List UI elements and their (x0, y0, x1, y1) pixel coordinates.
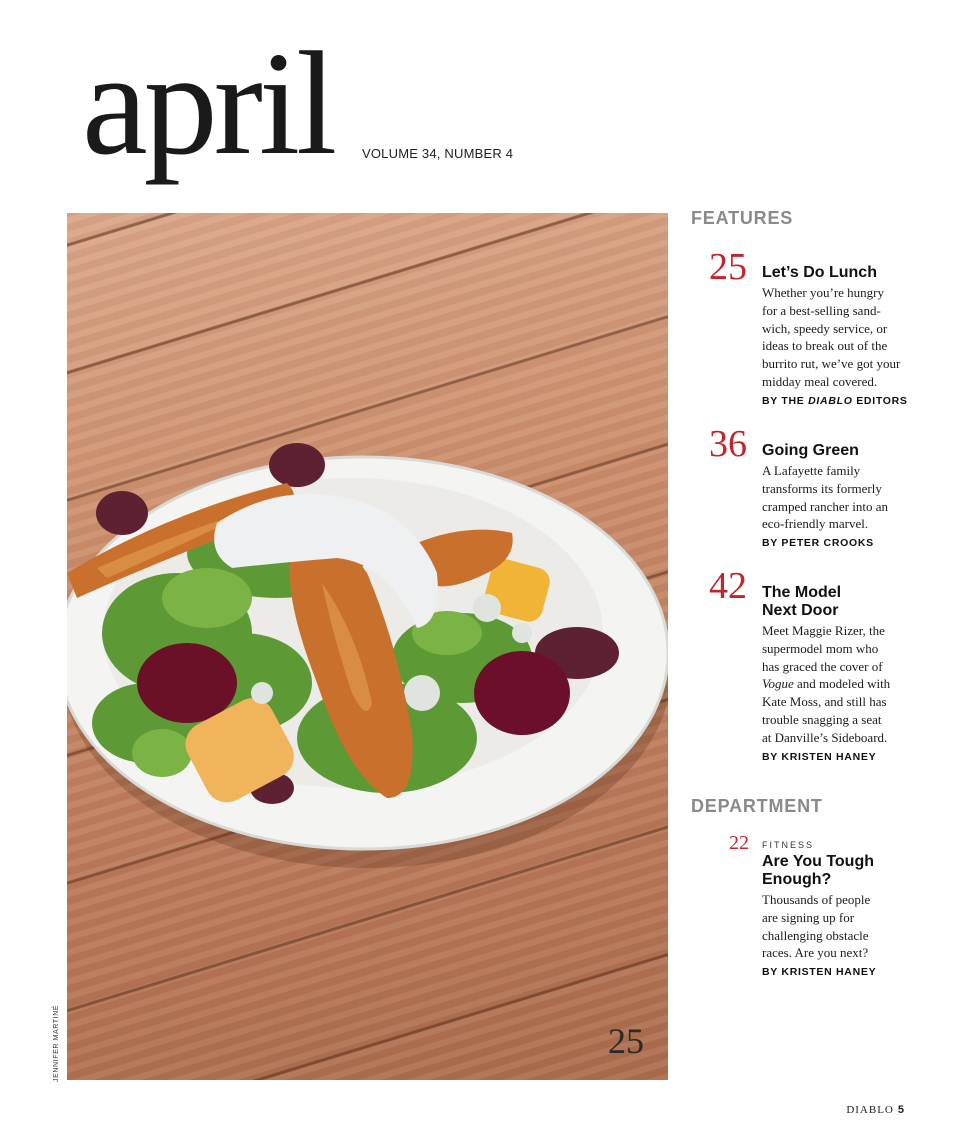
page-folio (846, 1104, 905, 1116)
feature-entry-model[interactable] (762, 584, 922, 763)
folio-magazine: DIABLO (846, 1104, 894, 1116)
department-description: Thousands of people are signing up for challenging obstacle races. Are you next? (762, 892, 871, 961)
feature-page-number[interactable]: 36 (709, 423, 747, 465)
feature-title[interactable]: Let’s Do Lunch (762, 264, 877, 281)
feature-byline: BY THE DIABLO EDITORS (762, 394, 908, 407)
department-heading: DEPARTMENT (691, 796, 823, 816)
masthead-month: april (82, 22, 334, 186)
salad-plate-illustration (67, 213, 668, 1080)
department-title[interactable]: Are You Tough Enough? (762, 853, 874, 888)
feature-description: Meet Maggie Rizer, the supermodel mom who has graced the cover of Vogue and modeled with Kate Moss, and still has trouble snagging a seat at Danville’s Sideboard. (762, 623, 891, 745)
feature-byline: BY KRISTEN HANEY (762, 750, 877, 763)
feature-title[interactable]: Going Green (762, 442, 859, 459)
department-page-number[interactable]: 22 (729, 832, 749, 854)
feature-title[interactable]: The Model Next Door (762, 584, 842, 619)
department-byline: BY KRISTEN HANEY (762, 966, 877, 979)
department-entry-fitness[interactable] (762, 840, 922, 978)
feature-photo[interactable] (67, 213, 668, 1080)
photo-credit: JENNIFER MARTINÉ (53, 1004, 60, 1082)
feature-description: A Lafayette family transforms its formerly cramped rancher into an eco-friendly marvel. (762, 463, 888, 532)
volume-number: VOLUME 34, NUMBER 4 (362, 146, 514, 161)
department-kicker: FITNESS (762, 840, 815, 850)
features-heading: FEATURES (691, 208, 794, 228)
feature-entry-green[interactable] (762, 442, 922, 549)
feature-page-number[interactable]: 42 (709, 565, 747, 607)
folio-page-number: 5 (897, 1104, 905, 1116)
feature-byline: BY PETER CROOKS (762, 537, 874, 550)
feature-description: Whether you’re hungry for a best-selling sand- wich, speedy service, or ideas to break out of the burrito rut, we’ve got your midday meal covered. (762, 285, 901, 389)
feature-entry-lunch[interactable] (762, 264, 922, 407)
feature-page-number[interactable]: 25 (709, 246, 747, 288)
photo-page-number: 25 (608, 1021, 644, 1061)
